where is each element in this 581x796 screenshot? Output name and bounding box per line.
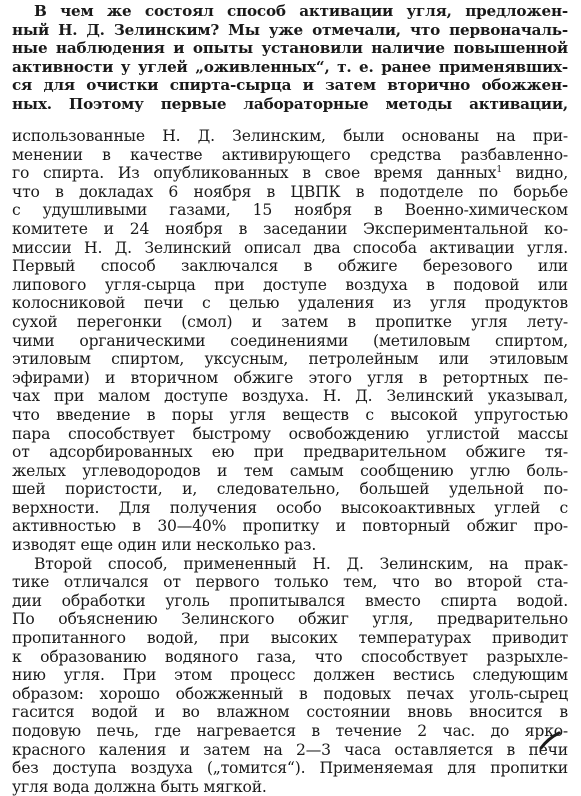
text-fragment: го спирта. Из опубликованных в свое время данных (12, 164, 497, 183)
text-line: чах при малом доступе воздуха. Н. Д. Зелинский указывал, (12, 387, 568, 406)
text-line: В чем же состоял способ активации угля, предложен- (34, 2, 568, 20)
text-line: миссии Н. Д. Зелинский описал два способа активации угля. (12, 238, 568, 257)
text-line: без доступа воздуха („томится“). Применяемая для пропитки (12, 759, 568, 778)
text-line: колосниковой печи с целью удаления из угля продуктов (12, 294, 568, 313)
text-line: липового угля-сырца при доступе воздуха в подовой или (12, 275, 568, 294)
text-line: шей пористости, и, следовательно, большей удельной по- (12, 480, 568, 499)
text-line: что в докладах 6 ноября в ЦВПК в подотделе по борьбе (12, 182, 568, 201)
text-line: к образованию водяного газа, что способствует разрыхле- (12, 647, 568, 666)
text-line: активности у углей „оживленных“, т. е. ранее применявших- (12, 57, 568, 76)
pen-mark-icon (537, 730, 563, 750)
text-line: что введение в поры угля веществ с высокой упругостью (12, 405, 568, 424)
text-line-with-footnote (12, 164, 568, 183)
text-line: эфирами) и вторичном обжиге этого угля в ретортных пе- (12, 368, 568, 387)
text-line: ся для очистки спирта-сырца и затем вторично обожжен- (12, 76, 568, 95)
main-text (12, 127, 568, 796)
text-line: сухой перегонки (смол) и затем в пропитке угля лету- (12, 312, 568, 331)
text-line: комитете и 24 ноября в заседании Экспериментальной ко- (12, 219, 568, 238)
text-line: использованные Н. Д. Зелинским, были основаны на при- (12, 127, 568, 145)
text-line: ных. Поэтому первые лабораторные методы активации, (12, 94, 568, 113)
text-line: образом: хорошо обожженный в подовых печах уголь-сырец (12, 684, 568, 703)
text-line: чими органическими соединениями (метиловым спиртом, (12, 331, 568, 350)
text-line: Первый способ заключался в обжиге березового или (12, 257, 568, 276)
text-line: ные наблюдения и опыты установили наличие повышенной (12, 39, 568, 58)
top-paragraph (12, 2, 568, 114)
text-line: пропитанного водой, при высоких температурах приводит (12, 629, 568, 648)
text-line: Второй способ, примененный Н. Д. Зелинским, на прак- (34, 554, 568, 573)
footnote-marker: 1 (496, 165, 502, 175)
text-line: этиловым спиртом, уксусным, петролейным или этиловым (12, 350, 568, 369)
text-line: дии обработки уголь пропитывался вместо спирта водой. (12, 591, 568, 610)
text-line: изводят еще один или несколько раз. (12, 536, 317, 555)
text-line: верхности. Для получения особо высокоактивных углей с (12, 498, 568, 517)
text-line: от адсорбированных ею при предварительном обжиге тя- (12, 443, 568, 462)
text-line: По объяснению Зелинского обжиг угля, предварительно (12, 610, 568, 629)
text-line: подовую печь, где нагревается в течение 2 час. до ярко- (12, 722, 568, 740)
text-line: с удушливыми газами, 15 ноября в Военно-химическом (12, 201, 568, 220)
text-line: угля вода должна быть мягкой. (12, 777, 267, 796)
text-line: активностью в 30—40% пропитку и повторный обжиг про- (12, 517, 568, 536)
text-line: ный Н. Д. Зелинским? Мы уже отмечали, что первоначаль- (12, 20, 568, 39)
text-line: менении в качестве активирующего средства разбавленно- (12, 145, 568, 164)
text-line: нию угля. При этом процесс должен вестись следующим (12, 666, 568, 685)
text-fragment: видно, (501, 164, 568, 183)
text-line: гасится водой и во влажном состоянии вновь вносится в (12, 703, 568, 722)
text-line: желых углеводородов и тем самым сообщению углю боль- (12, 461, 568, 480)
text-line: пара способствует быстрому освобождению углистой массы (12, 424, 568, 443)
text-line: красного каления и затем на 2—3 часа оставляется в печи (12, 740, 568, 759)
text-line: тике отличался от первого только тем, что во второй ста- (12, 573, 568, 592)
